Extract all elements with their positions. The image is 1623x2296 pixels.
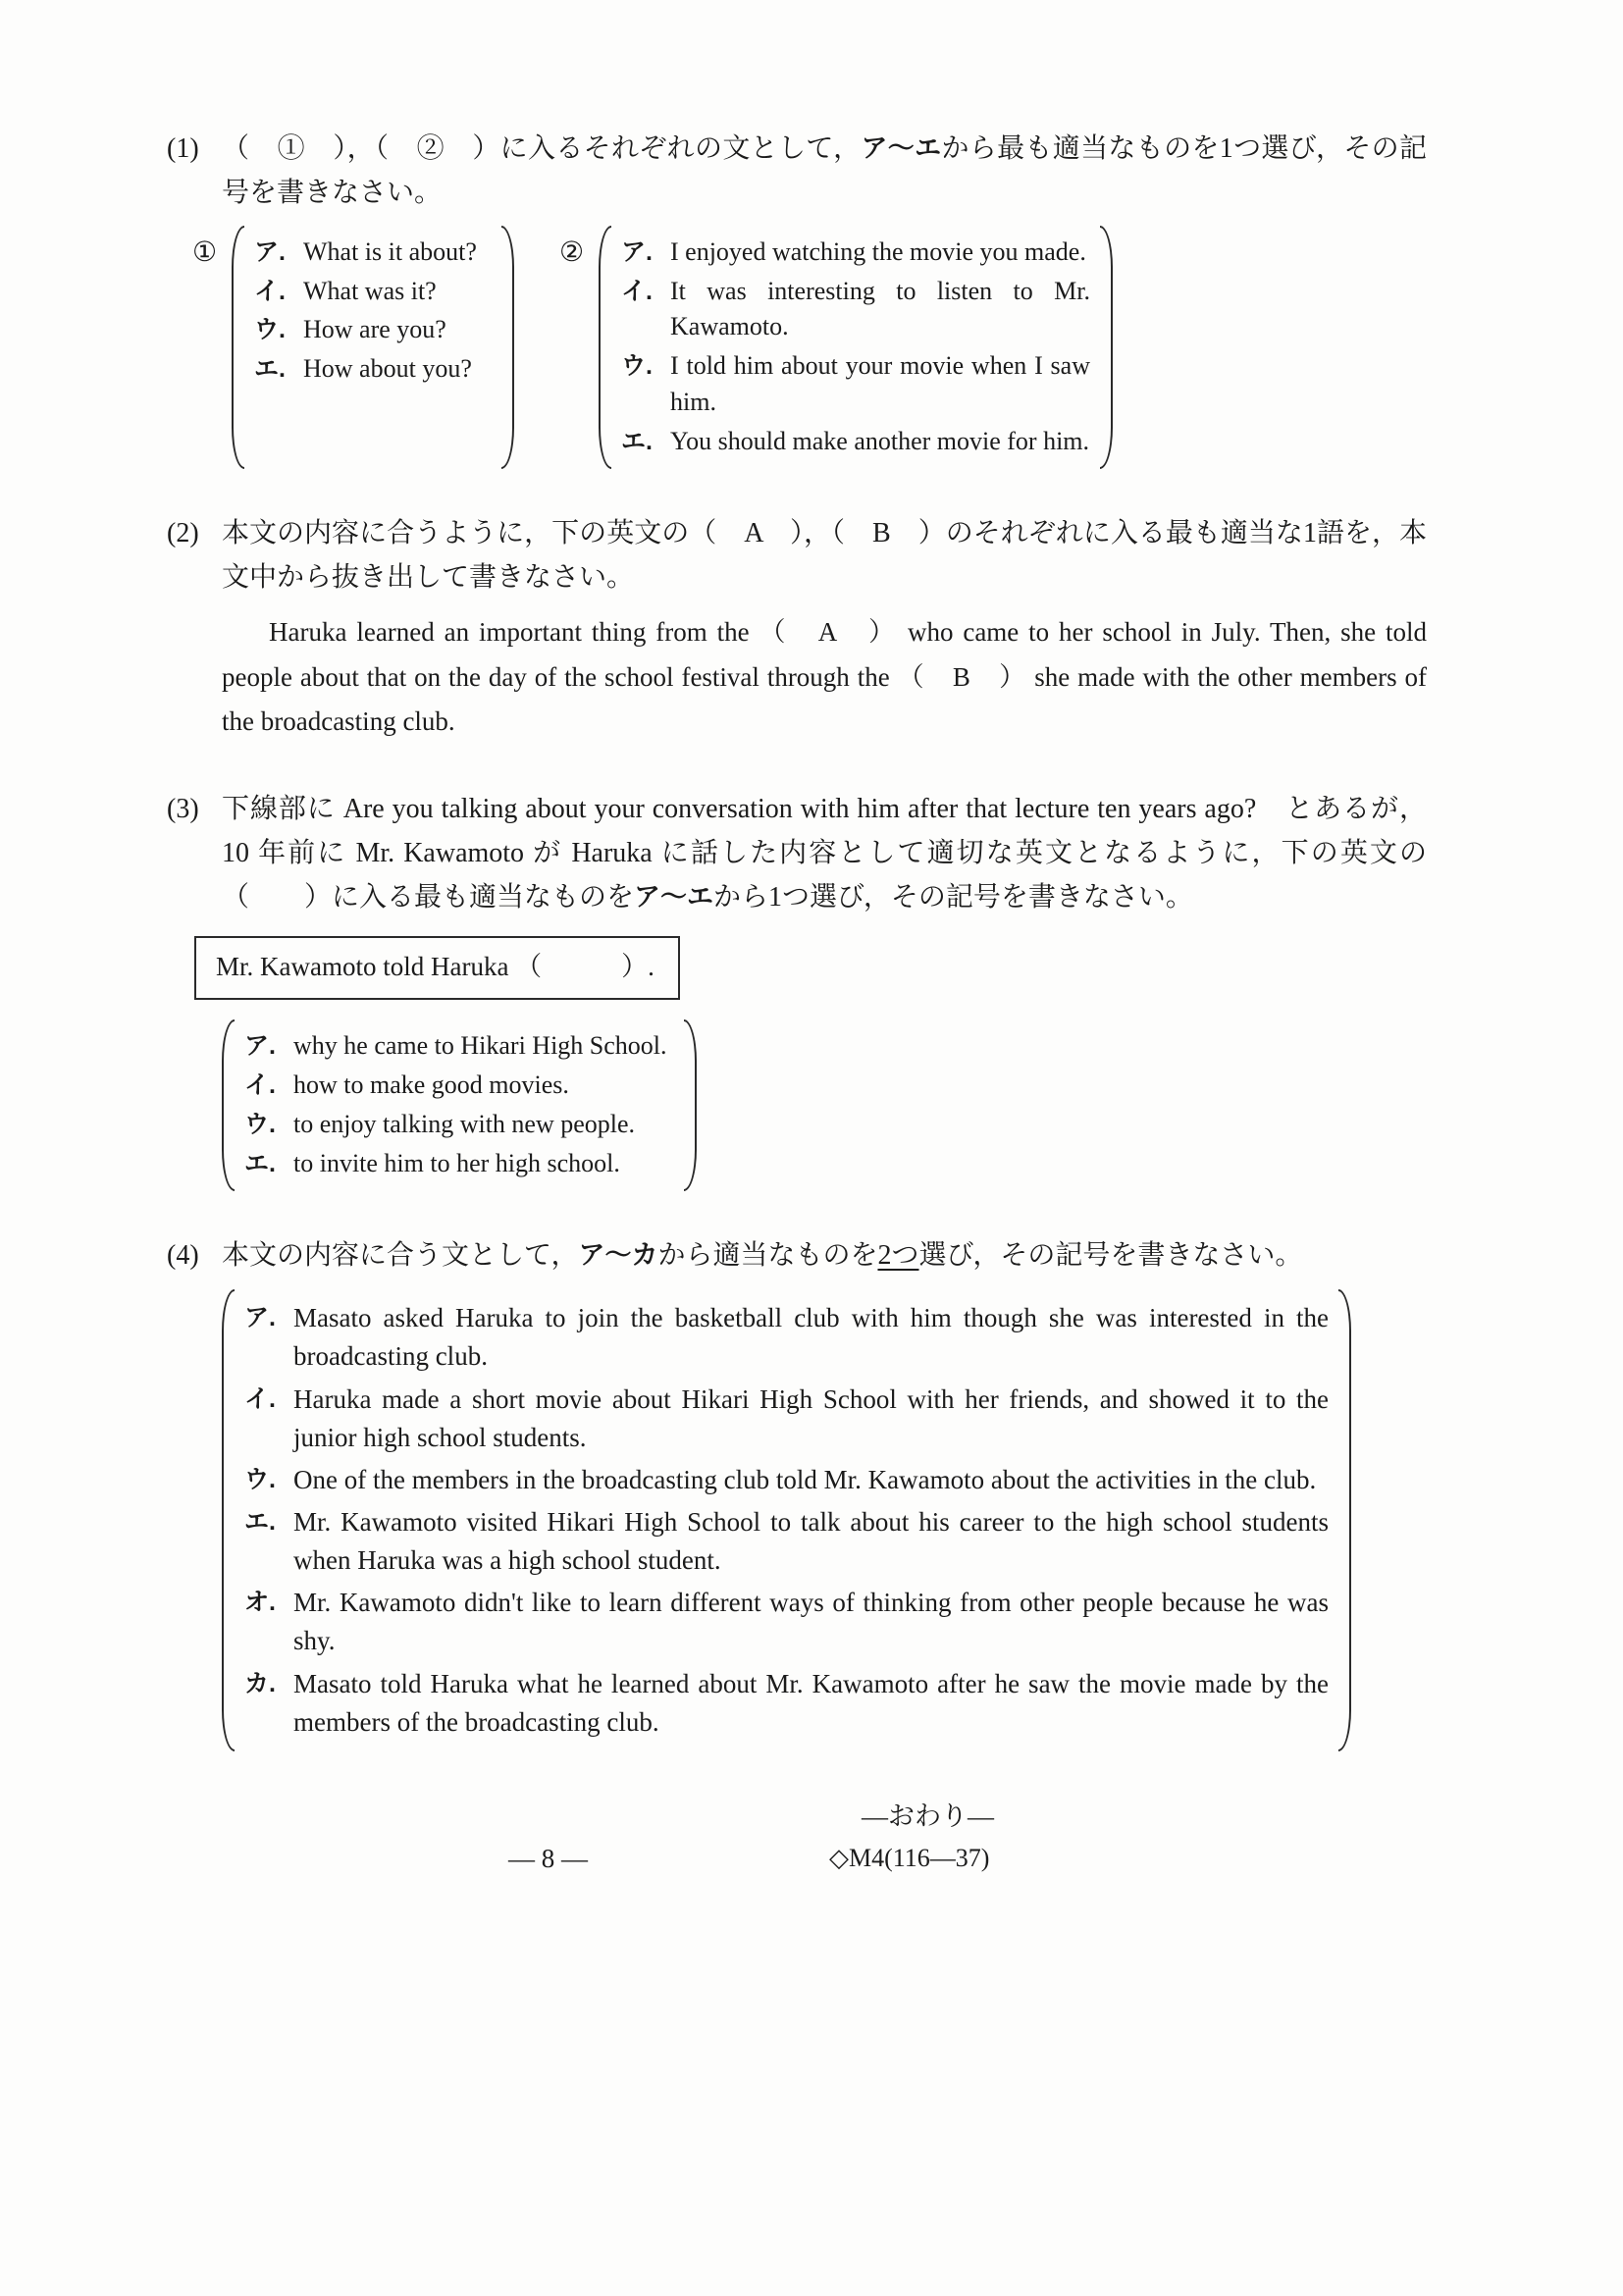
q3-sentence-box: Mr. Kawamoto told Haruka （ ）. [194, 936, 680, 1000]
option-text: Masato told Haruka what he learned about Mr. Kawamoto after he saw the movie made by the members of the broadcasting club. [293, 1668, 1329, 1737]
option-text: How are you? [303, 315, 446, 344]
q3-options [222, 1019, 1427, 1191]
option-label: ウ. [621, 352, 653, 381]
q1-group-1-marker: ① [192, 236, 218, 268]
option-label: カ. [244, 1669, 276, 1697]
option-label: エ. [254, 355, 286, 384]
option-row [244, 1107, 674, 1143]
option-row [244, 1584, 1329, 1660]
option-row [254, 312, 492, 348]
option-label: ウ. [244, 1110, 276, 1138]
option-text: why he came to Hikari High School. [293, 1030, 667, 1060]
q4-prompt-pre: 本文の内容に合う文として， [222, 1239, 579, 1271]
option-row [621, 235, 1090, 271]
question-2-passage: Haruka learned an important thing from the （ A ） who came to her school in July. Then, she told people about that on the day of the school festival through the （ B ） she made with the other members of the broadcasting club. [222, 616, 1427, 737]
q1-group-2-options [599, 226, 1113, 469]
option-text: to invite him to her high school. [293, 1148, 620, 1177]
right-paren [1100, 226, 1113, 469]
document-code: ◇M4(116—37) [829, 1843, 990, 1872]
option-row [244, 1503, 1329, 1580]
q1-group-1-options [232, 226, 514, 469]
option-row [244, 1068, 674, 1104]
question-1-number: (1) [167, 133, 199, 164]
q1-group-2 [559, 226, 1113, 469]
left-paren [599, 226, 611, 469]
option-text: how to make good movies. [293, 1070, 569, 1099]
option-text: What is it about? [303, 236, 477, 266]
q3-prompt-mid: とあるが，10 年前に Mr. Kawamoto が Haruka に話した内容として適切な英文となるように，下の英文の（ ）に入る最も適当なものを [222, 794, 1427, 913]
q1-group-2-marker: ② [559, 236, 585, 268]
question-4 [167, 1234, 1427, 1751]
q4-prompt-range: ア～カ [578, 1239, 658, 1270]
page-footer [167, 1795, 1427, 1922]
option-row [254, 274, 492, 310]
option-label: ア. [621, 237, 653, 266]
question-3-prompt [222, 788, 1427, 919]
option-row [621, 274, 1090, 346]
q4-options [222, 1289, 1427, 1751]
option-row [244, 1299, 1329, 1376]
q1-group-1 [192, 226, 514, 469]
option-row [244, 1028, 674, 1065]
option-text: What was it? [303, 276, 437, 305]
option-text: You should make another movie for him. [670, 427, 1090, 456]
question-2-prompt: 本文の内容に合うように，下の英文の（ A ），（ B ）のそれぞれに入る最も適当な1語を，本文中から抜き出して書きなさい。 [222, 518, 1427, 593]
q4-prompt-underlined: 2つ [877, 1239, 919, 1271]
option-label: イ. [621, 277, 653, 305]
option-text: Haruka made a short movie about Hikari High School with her friends, and showed it to the junior high school students. [293, 1383, 1329, 1452]
option-text: One of the members in the broadcasting club told Mr. Kawamoto about the activities in the club. [293, 1464, 1317, 1494]
option-label: ア. [244, 1304, 276, 1332]
option-label: エ. [621, 428, 653, 456]
q1-prompt-range: ア～エ [861, 133, 942, 163]
q1-option-groups [192, 226, 1427, 469]
option-text: I enjoyed watching the movie you made. [670, 236, 1086, 266]
option-row [244, 1381, 1329, 1457]
q3-prompt-english: Are you talking about your conversation with him after that lecture ten years ago? [342, 794, 1257, 825]
option-text: Masato asked Haruka to join the basketball club with him though she was interested in the broadcasting club. [293, 1303, 1329, 1372]
q1-prompt-post: から最も適当なものを1つ選び，その記号を書きなさい。 [222, 133, 1427, 208]
option-label: ア. [244, 1031, 276, 1060]
option-text: Mr. Kawamoto visited Hikari High School to talk about his career to the high school students when Haruka was a high school student. [293, 1507, 1329, 1576]
option-label: ア. [254, 237, 286, 266]
question-2-number: (2) [167, 518, 199, 549]
option-label: オ. [244, 1589, 276, 1617]
option-row [244, 1665, 1329, 1742]
option-label: ウ. [244, 1465, 276, 1493]
q3-prompt-post: から1つ選び，その記号を書きなさい。 [713, 881, 1193, 913]
option-label: イ. [244, 1070, 276, 1099]
question-3-number: (3) [167, 794, 199, 825]
page-number: — 8 — [508, 1843, 588, 1873]
option-row [244, 1146, 674, 1182]
left-paren [232, 226, 244, 469]
option-label: ウ. [254, 316, 286, 344]
right-paren [501, 226, 514, 469]
end-mark: —おわり— [862, 1800, 994, 1831]
right-paren [684, 1019, 697, 1191]
option-label: エ. [244, 1149, 276, 1177]
option-label: イ. [244, 1384, 276, 1413]
q3-prompt-pre: 下線部に [222, 794, 343, 825]
option-row [254, 235, 492, 271]
left-paren [222, 1019, 235, 1191]
option-text: How about you? [303, 354, 472, 384]
option-label: エ. [244, 1508, 276, 1536]
option-text: to enjoy talking with new people. [293, 1109, 636, 1138]
question-4-prompt [222, 1234, 1427, 1278]
option-text: It was interesting to listen to Mr. Kawamoto. [670, 276, 1090, 341]
option-row [621, 348, 1090, 421]
option-row [621, 424, 1090, 460]
option-row [254, 351, 492, 388]
question-1-prompt [222, 128, 1427, 216]
option-label: イ. [254, 277, 286, 305]
question-1 [167, 128, 1427, 469]
right-paren [1338, 1289, 1351, 1751]
q4-prompt-post: 選び，その記号を書きなさい。 [918, 1239, 1303, 1271]
option-text: I told him about your movie when I saw him. [670, 351, 1090, 417]
q1-prompt-pre: （ ① ），（ ② ）に入るそれぞれの文として， [222, 133, 862, 164]
question-4-number: (4) [167, 1239, 199, 1271]
question-2 [167, 512, 1427, 745]
question-3 [167, 788, 1427, 1190]
option-text: Mr. Kawamoto didn't like to learn different ways of thinking from other people because he was shy. [293, 1588, 1329, 1656]
q4-prompt-mid: から適当なものを [657, 1239, 878, 1271]
left-paren [222, 1289, 235, 1751]
option-row [244, 1461, 1329, 1499]
q3-prompt-range: ア～エ [634, 881, 714, 912]
